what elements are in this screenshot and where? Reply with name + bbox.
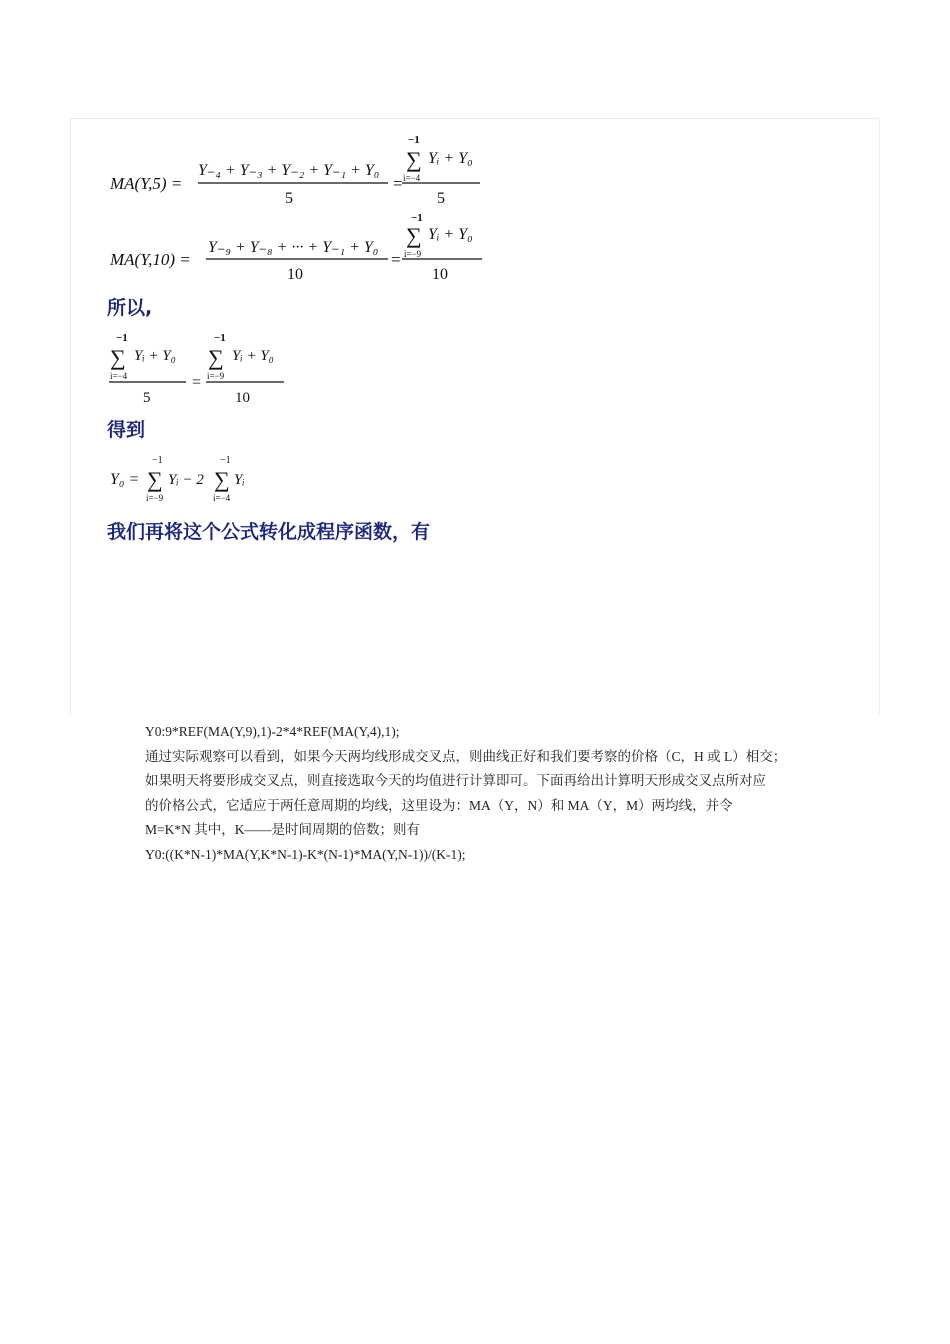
svg-text:i=−9: i=−9 <box>404 249 422 259</box>
svg-text:Yᵢ + Y₀: Yᵢ + Y₀ <box>232 348 274 364</box>
body-text <box>145 720 786 867</box>
svg-text:Y₀ =: Y₀ = <box>110 471 140 488</box>
svg-text:∑: ∑ <box>110 345 126 370</box>
text-line: M=K*N 其中，K——是时间周期的倍数；则有 <box>145 822 420 837</box>
sum-upper-limit: −1 <box>408 134 420 146</box>
text-line: 通过实际观察可以看到，如果今天两均线形成交叉点，则曲线正好和我们要考察的价格（C，H 或 L）相交； <box>145 748 787 764</box>
ma10-lhs: MA(Y,10) = <box>110 250 191 269</box>
svg-text:−1: −1 <box>411 212 423 224</box>
ma5-numerator: Y₋₄ + Y₋₃ + Y₋₂ + Y₋₁ + Y₀ <box>198 162 380 179</box>
svg-text:−1: −1 <box>152 455 163 466</box>
svg-text:=: = <box>391 250 401 269</box>
svg-text:Yᵢ: Yᵢ <box>234 472 245 488</box>
svg-text:Yᵢ + Y₀: Yᵢ + Y₀ <box>134 348 176 364</box>
svg-text:10: 10 <box>432 266 448 283</box>
svg-text:5: 5 <box>437 190 445 207</box>
formula-ma10 <box>106 207 526 293</box>
text-line: 的价格公式，它适应于两任意周期的均线，这里设为：MA（Y，N）和 MA（Y，M）两均线，并令 <box>145 797 733 813</box>
ma5-denominator: 5 <box>285 190 293 207</box>
svg-text:=: = <box>393 174 403 193</box>
heading-therefore: 所以, <box>107 297 153 319</box>
svg-text:−1: −1 <box>214 332 226 344</box>
svg-text:∑: ∑ <box>208 345 224 370</box>
text-line: 如果明天将要形成交叉点，则直接选取今天的均值进行计算即可。下面再给出计算明天形成交叉点所对应 <box>145 773 766 788</box>
sum-term: Yᵢ + Y₀ <box>428 150 473 167</box>
heading-obtain: 得到 <box>107 419 146 441</box>
svg-text:=: = <box>192 374 202 391</box>
sum-lower-limit: i=−4 <box>403 173 421 183</box>
svg-text:10: 10 <box>235 390 250 406</box>
svg-text:Yᵢ + Y₀: Yᵢ + Y₀ <box>428 226 473 243</box>
ma5-lhs: MA(Y,5) = <box>110 174 183 193</box>
code-line: Y0:((K*N-1)*MA(Y,K*N-1)-K*(N-1)*MA(Y,N-1))/(K-1); <box>145 846 466 862</box>
svg-text:i=−4: i=−4 <box>110 371 128 381</box>
svg-text:i=−9: i=−9 <box>207 371 225 381</box>
sigma-symbol: ∑ <box>406 147 422 172</box>
svg-text:−1: −1 <box>220 455 231 466</box>
svg-text:−1: −1 <box>116 332 128 344</box>
ma10-denominator: 10 <box>287 266 303 283</box>
formula-y0 <box>106 449 326 509</box>
svg-text:i=−9: i=−9 <box>146 493 164 503</box>
heading-convert: 我们再将这个公式转化成程序函数，有 <box>107 521 431 543</box>
svg-text:∑: ∑ <box>214 467 230 492</box>
formula-ma5 <box>106 127 526 213</box>
svg-text:i=−4: i=−4 <box>213 493 231 503</box>
formula-image-frame <box>70 118 880 714</box>
svg-text:5: 5 <box>143 390 151 406</box>
svg-text:∑: ∑ <box>147 467 163 492</box>
formula-equality <box>106 325 326 409</box>
ma10-numerator: Y₋₉ + Y₋₈ + ··· + Y₋₁ + Y₀ <box>208 239 379 256</box>
svg-text:Yᵢ − 2: Yᵢ − 2 <box>168 472 204 488</box>
code-line: Y0:9*REF(MA(Y,9),1)-2*4*REF(MA(Y,4),1); <box>145 724 400 739</box>
svg-text:∑: ∑ <box>406 223 422 248</box>
